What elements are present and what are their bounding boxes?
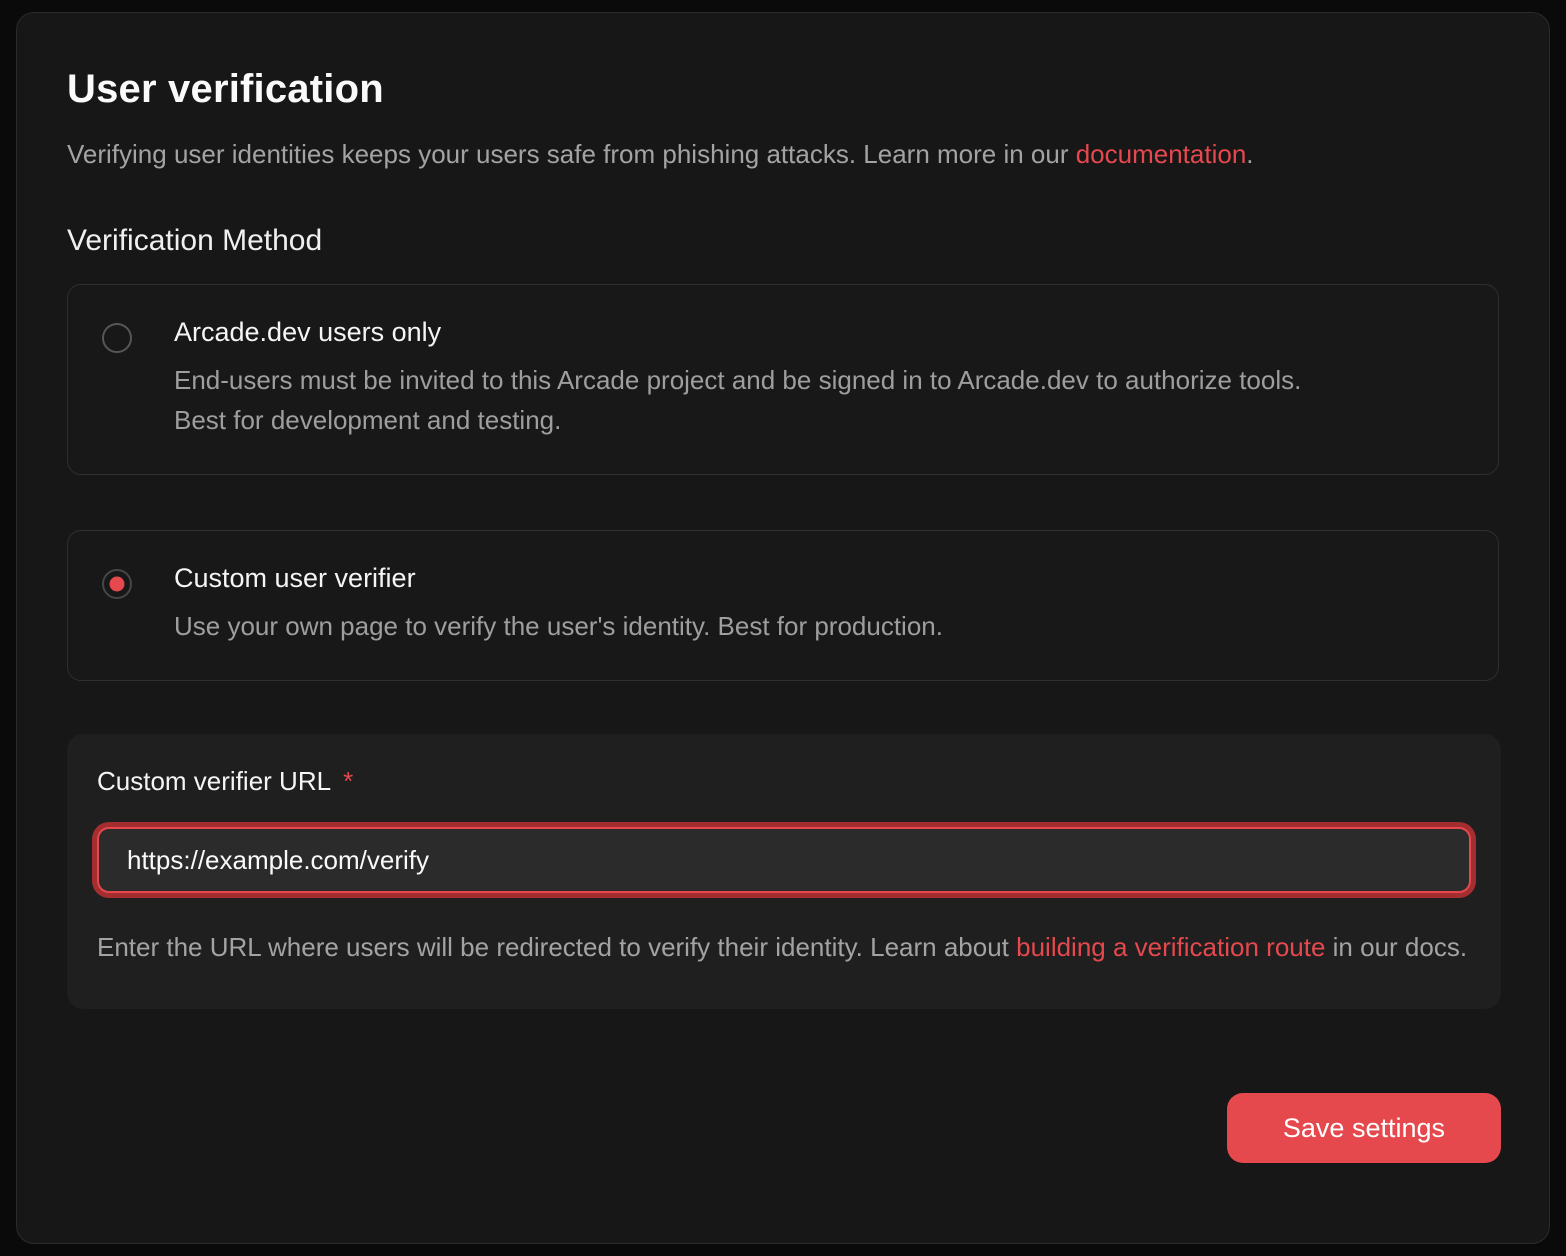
subtitle-text: Verifying user identities keeps your users safe from phishing attacks. Learn more in our — [67, 139, 1076, 169]
user-verification-card — [16, 12, 1550, 1244]
option-text-block — [174, 317, 1301, 440]
custom-verifier-url-label: Custom verifier URL — [97, 766, 332, 796]
help-text: Enter the URL where users will be redirected to verify their identity. Learn about — [97, 932, 1017, 962]
building-verification-route-link[interactable]: building a verification route — [1016, 932, 1326, 962]
required-asterisk: * — [343, 766, 354, 796]
subtitle-period: . — [1246, 139, 1254, 169]
custom-verifier-url-panel — [67, 734, 1501, 1009]
save-settings-button[interactable]: Save settings — [1227, 1093, 1501, 1163]
option-custom-user-verifier[interactable] — [67, 530, 1499, 681]
help-text-suffix: in our docs. — [1325, 932, 1468, 962]
option-arcade-users-only[interactable] — [67, 284, 1499, 475]
radio-dot — [110, 577, 125, 592]
page-title: User verification — [67, 67, 384, 111]
option-text-block — [174, 563, 943, 646]
option-description-line: Best for development and testing. — [174, 405, 562, 435]
radio-custom-user-verifier[interactable] — [102, 569, 132, 599]
option-label: Arcade.dev users only — [174, 317, 442, 347]
option-description — [174, 606, 943, 646]
option-label: Custom user verifier — [174, 563, 416, 593]
option-description-line: End-users must be invited to this Arcade project and be signed in to Arcade.dev to authorize tools. — [174, 365, 1302, 395]
field-label-row — [97, 766, 1471, 797]
page-subtitle — [67, 136, 1499, 172]
radio-arcade-users-only[interactable] — [102, 323, 132, 353]
verification-method-heading: Verification Method — [67, 224, 323, 257]
option-description — [174, 360, 1301, 440]
custom-verifier-url-input[interactable] — [97, 827, 1471, 893]
option-description-line: Use your own page to verify the user's identity. Best for production. — [174, 611, 943, 641]
actions-row — [67, 1093, 1501, 1163]
documentation-link[interactable]: documentation — [1075, 139, 1247, 169]
custom-verifier-url-help — [97, 927, 1471, 967]
